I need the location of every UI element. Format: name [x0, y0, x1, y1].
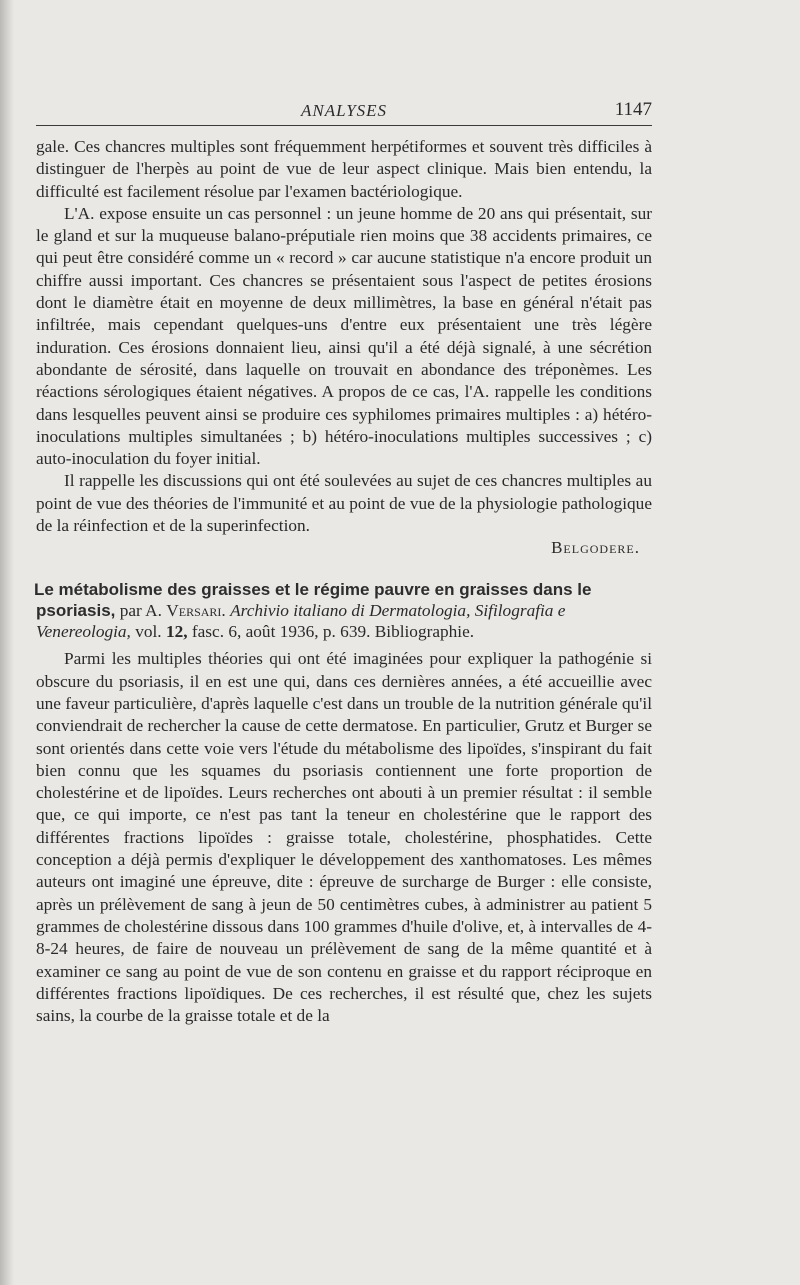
paragraph: Il rappelle les discussions qui ont été soulevées au sujet de ces chancres multiples au point de vue des théories de l'immunité et au point de vue de la physiologie pathologique de la réinfection et de la superinfection.	[36, 471, 652, 536]
page-number: 1147	[614, 99, 652, 120]
article-title: Le métabolisme des graisses et le régime pauvre en graisses dans le psoriasis,	[34, 580, 592, 621]
reviewer-signature: Belgodere.	[551, 538, 640, 558]
paragraph: L'A. expose ensuite un cas personnel : un jeune homme de 20 ans qui présentait, sur le gland et sur la muqueuse balano-préputiale rien moins que 38 accidents primaires, ce qui peut être considéré comme un « record » car aucune statistique n'a encore produit un chiffre aussi important. Ces chancres se présentaient sous l'aspect de petites érosions dont le diamètre était en moyenne de deux millimètres, la base en général n'était pas infiltrée, mais cependant quelques-uns d'entre eux présentaient une très légère induration. Ces érosions donnaient lieu, ainsi qu'il a été déjà signalé, à une sécrétion abondante de sérosité, dans laquelle on trouvait en abondance des tréponèmes. Les réactions sérologiques étaient négatives. A propos de ce cas, l'A. rappelle les conditions dans lesquelles peuvent ainsi se produire ces syphilomes primaires multiples : a) hétéro-inoculations multiples simultanées ; b) hétéro-inoculations multiples successives ; c) auto-inoculation du foyer initial.	[36, 203, 652, 469]
header-rule	[36, 125, 652, 126]
page-gutter-shadow	[0, 0, 14, 1285]
running-title: ANALYSES	[300, 101, 388, 120]
running-header	[36, 95, 652, 125]
article-by: par A.	[119, 601, 162, 621]
article-author: Versari.	[166, 601, 226, 621]
journal-name: Archivio italiano di Dermatologia, Sifilografia e Venereologia,	[36, 601, 566, 642]
article-heading	[36, 579, 652, 642]
article-details: fasc. 6, août 1936, p. 639. Bibliographie.	[191, 622, 475, 642]
paragraph-continued: gale. Ces chancres multiples sont fréquemment herpétiformes et souvent très difficiles à distinguer de l'herpès au point de vue de leur aspect clinique. Mais bien entendu, la difficulté est facilement résolue par l'examen bactériologique.	[36, 137, 652, 201]
volume-label: vol.	[135, 622, 162, 642]
volume-number: 12,	[165, 622, 188, 642]
document-page	[36, 95, 652, 1027]
paragraph: Parmi les multiples théories qui ont été imaginées pour expliquer la pathogénie si obscure du psoriasis, il en est une qui, dans ces dernières années, a été accueillie avec une faveur particulière, d'après laquelle c'est dans un trouble de la nutrition générale qu'il conviendrait de rechercher la cause de cette dermatose. En particulier, Grutz et Burger se sont orientés dans cette voie vers l'étude du métabolisme des lipoïdes, s'inspirant du fait bien connu que les squames du psoriasis contiennent une forte proportion de cholestérine et de lipoïdes. Leurs recherches ont abouti à un premier résultat : il semble que, ce qui importe, ce n'est pas tant la teneur en cholestérine que le rapport des différentes fractions lipoïdes : graisse totale, cholestérine, phosphatides. Cette conception a déjà permis d'expliquer le développement des xanthomatoses. Les mêmes auteurs ont imaginé une épreuve, dite : épreuve de surcharge de Burger : elle consiste, après un prélèvement de sang à jeun de 50 centimètres cubes, à administrer au patient 5 grammes de cholestérine dissous dans 100 grammes d'huile d'olive, et, à intervalles de 4-8-24 heures, de faire de nouveau un prélèvement de sang de la même quantité et à examiner ce sang au point de vue de son contenu en graisse et du rapport réciproque en différentes fractions lipoïdiques. De ces recherches, il est résulté que, chez les sujets sains, la courbe de la graisse totale et de la	[36, 649, 652, 1026]
